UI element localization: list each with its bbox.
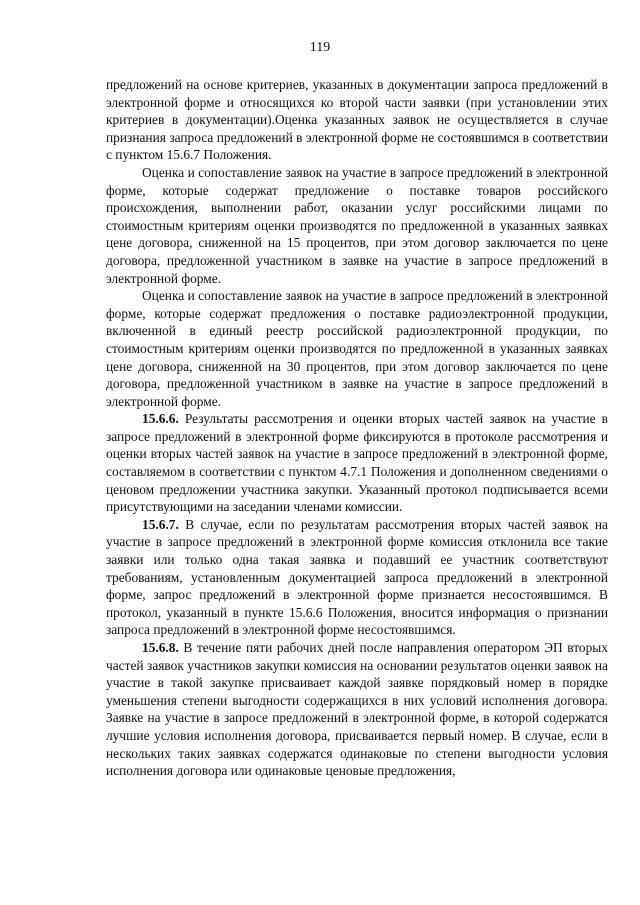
clause-number: 15.6.6.	[142, 411, 179, 427]
paragraph-text: В случае, если по результатам рассмотрения вторых частей заявок на участие в запросе предложений в электронной форме комиссия отклонила все такие заявки или только одна такая заявка и подавший ее участник соответствуют требованиям, установленным документацией запроса предложений в электронной форме, запрос предложений в электронной форме признается несостоявшимся. В протокол, указанный в пункте 15.6.6 Положения, вносится информация о признании запроса предложений в электронной форме несостоявшимся.	[106, 516, 608, 638]
paragraph-text: предложений на основе критериев, указанных в документации запроса предложений в электронной форме и относящихся ко второй части заявки (при установлении этих критериев в документации).Оценка указанных заявок не осуществляется в случае признания запроса предложений в электронной форме не состоявшимся в соответствии с пунктом 15.6.7 Положения.	[106, 77, 608, 163]
paragraph-text: Оценка и сопоставление заявок на участие в запросе предложений в электронной форме, которые содержат предложения о поставке радиоэлектронной продукции, включенной в единый реестр российской радиоэлектронной продукции, по стоимостным критериям оценки производятся по предложенной в указанных заявках цене договора, сниженной на 30 процентов, при этом договор заключается по цене договора, предложенной участником в заявке на участие в запросе предложений в электронной форме.	[106, 288, 608, 409]
paragraph-text: В течение пяти рабочих дней после направления оператором ЭП вторых частей заявок участников закупки комиссия на основании результатов оценки заявок на участие в такой закупке присваивает каждой заявке порядковый номер в порядке уменьшения степени выгодности содержащихся в них условий исполнения договора. Заявке на участие в запросе предложений в электронной форме, в которой содержатся лучшие условия исполнения договора, присваивается первый номер. В случае, если в нескольких таких заявках содержатся одинаковые по степени выгодности условия исполнения договора или одинаковые ценовые предложения,	[106, 640, 608, 779]
paragraph-text: Результаты рассмотрения и оценки вторых частей заявок на участие в запросе предложений в электронной форме фиксируются в протоколе рассмотрения и оценки вторых частей заявок на участие в запросе предложений в электронной форме, составляемом в соответствии с пунктом 4.7.1 Положения и дополненном сведениями о ценовом предложении участника закупки. Указанный протокол подписывается всеми присутствующими на заседании членами комиссии.	[106, 411, 608, 515]
paragraph-text: Оценка и сопоставление заявок на участие в запросе предложений в электронной форме, которые содержат предложение о поставке товаров российского происхождения, выполнении работ, оказании услуг российскими лицами по стоимостным критериям оценки производятся по предложенной в указанных заявках цене договора, сниженной на 15 процентов, при этом договор заключается по цене договора, предложенной участником в заявке на участие в запросе предложений в электронной форме.	[106, 164, 608, 286]
clause-number: 15.6.8.	[142, 640, 179, 655]
clause-15-6-8	[106, 639, 608, 780]
clause-number: 15.6.7.	[142, 516, 179, 532]
paragraph-radioelectronic-evaluation	[106, 287, 608, 410]
body-text	[106, 76, 608, 780]
paragraph-continuation	[106, 76, 608, 164]
paragraph-russian-goods-evaluation	[106, 164, 608, 287]
page-number: 119	[309, 40, 331, 55]
clause-15-6-7	[106, 516, 608, 639]
clause-15-6-6	[106, 410, 608, 516]
